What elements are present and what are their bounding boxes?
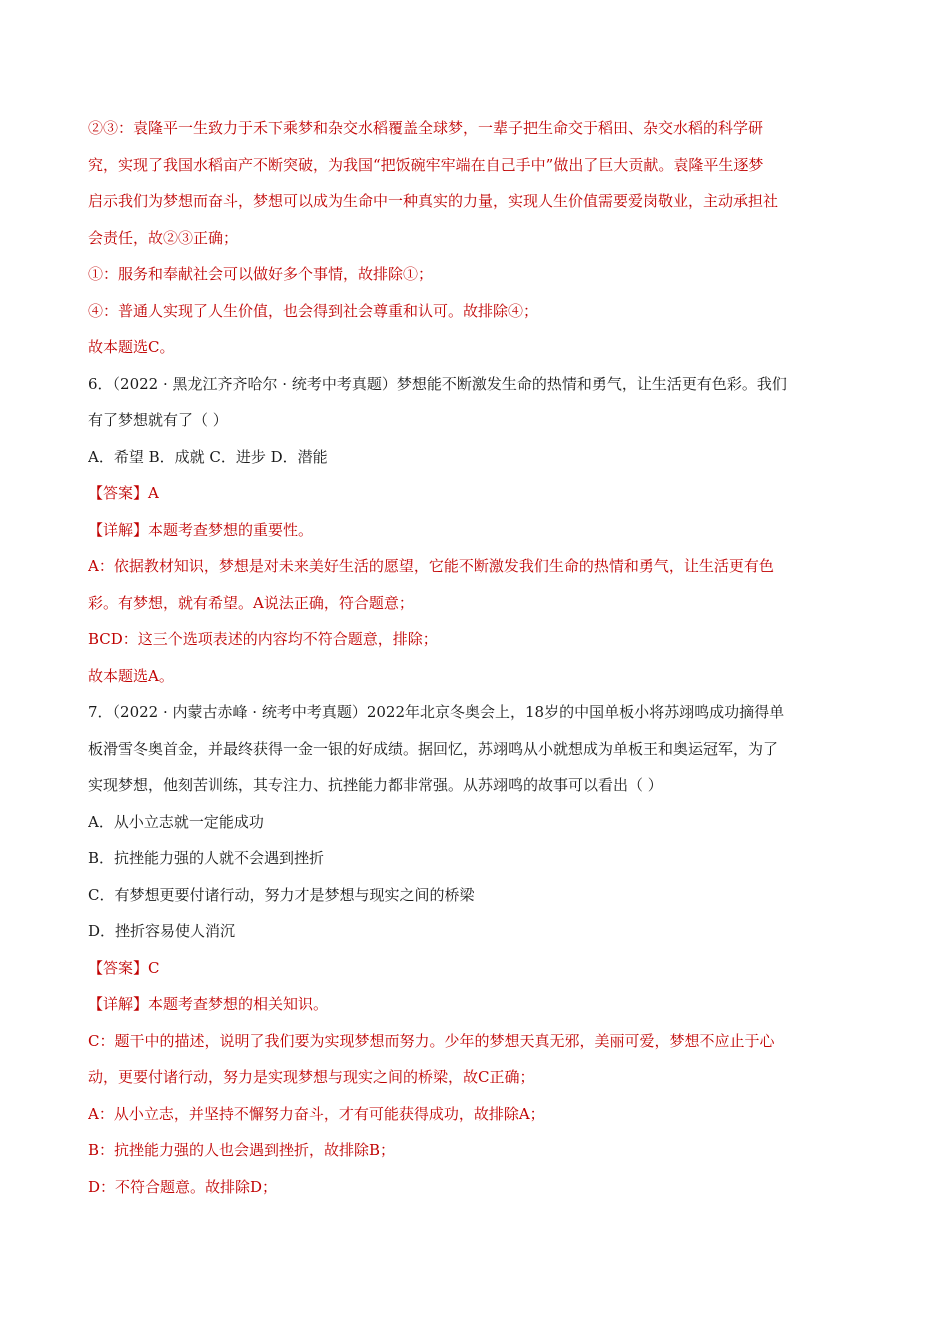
analysis-line: ②③：袁隆平一生致力于禾下乘梦和杂交水稻覆盖全球梦，一辈子把生命交于稻田、杂交水稻的科学研	[88, 119, 764, 137]
question-6-stem: 有了梦想就有了（ ）	[88, 411, 228, 429]
analysis-line: C：题干中的描述，说明了我们要为实现梦想而努力。少年的梦想天真无邪，美丽可爱，梦想不应止于心	[88, 1031, 775, 1050]
analysis-line: 启示我们为梦想而奋斗，梦想可以成为生命中一种真实的力量，实现人生价值需要爱岗敬业，主动承担社	[88, 192, 779, 210]
question-6-detail: 【详解】本题考查梦想的重要性。	[88, 520, 314, 539]
analysis-line: 会责任，故②③正确；	[88, 228, 239, 247]
analysis-line: ④：普通人实现了人生价值，也会得到社会尊重和认可。故排除④；	[88, 301, 539, 320]
question-7-option-c: C．有梦想更要付诸行动，努力才是梦想与现实之间的桥梁	[88, 885, 475, 904]
question-7-answer: 【答案】C	[88, 958, 160, 977]
question-7-detail: 【详解】本题考查梦想的相关知识。	[88, 995, 329, 1013]
analysis-line: A：从小立志，并坚持不懈努力奋斗，才有可能获得成功，故排除A；	[88, 1104, 545, 1123]
question-6-options: A．希望 B．成就 C．进步 D．潜能	[88, 447, 328, 466]
question-7-stem: 实现梦想，他刻苦训练，其专注力、抗挫能力都非常强。从苏翊鸣的故事可以看出（ ）	[88, 776, 663, 794]
document-content	[88, 110, 863, 1205]
analysis-line: B：抗挫能力强的人也会遇到挫折，故排除B；	[88, 1141, 396, 1159]
analysis-line: 动，更要付诸行动，努力是实现梦想与现实之间的桥梁，故C正确；	[88, 1068, 535, 1086]
analysis-conclusion: 故本题选A。	[88, 666, 174, 685]
analysis-conclusion: 故本题选C。	[88, 338, 175, 356]
question-6-stem: 6．（2022 · 黑龙江齐齐哈尔 · 统考中考真题）梦想能不断激发生命的热情和勇气，让生活更有色彩。我们	[88, 374, 787, 393]
analysis-line: 究，实现了我国水稻亩产不断突破，为我国“把饭碗牢牢端在自己手中”做出了巨大贡献。袁隆平生逐梦	[88, 155, 764, 174]
analysis-line: A：依据教材知识，梦想是对未来美好生活的愿望，它能不断激发我们生命的热情和勇气，让生活更有色	[88, 557, 774, 575]
analysis-line: ①：服务和奉献社会可以做好多个事情，故排除①；	[88, 265, 434, 283]
analysis-line: BCD：这三个选项表述的内容均不符合题意，排除；	[88, 630, 438, 648]
question-6-answer: 【答案】A	[88, 484, 159, 502]
question-7-option-b: B．抗挫能力强的人就不会遇到挫折	[88, 849, 325, 867]
question-7-option-a: A．从小立志就一定能成功	[88, 812, 264, 831]
question-7-option-d: D．挫折容易使人消沉	[88, 922, 236, 940]
question-7-stem: 板滑雪冬奥首金，并最终获得一金一银的好成绩。据回忆，苏翊鸣从小就想成为单板王和奥运冠军，为了	[88, 739, 779, 758]
analysis-line: 彩。有梦想，就有希望。A说法正确，符合题意；	[88, 593, 414, 612]
question-7-stem: 7．（2022 · 内蒙古赤峰 · 统考中考真题）2022年北京冬奥会上，18岁的中国单板小将苏翊鸣成功摘得单	[88, 703, 785, 721]
analysis-line: D：不符合题意。故排除D；	[88, 1177, 278, 1196]
